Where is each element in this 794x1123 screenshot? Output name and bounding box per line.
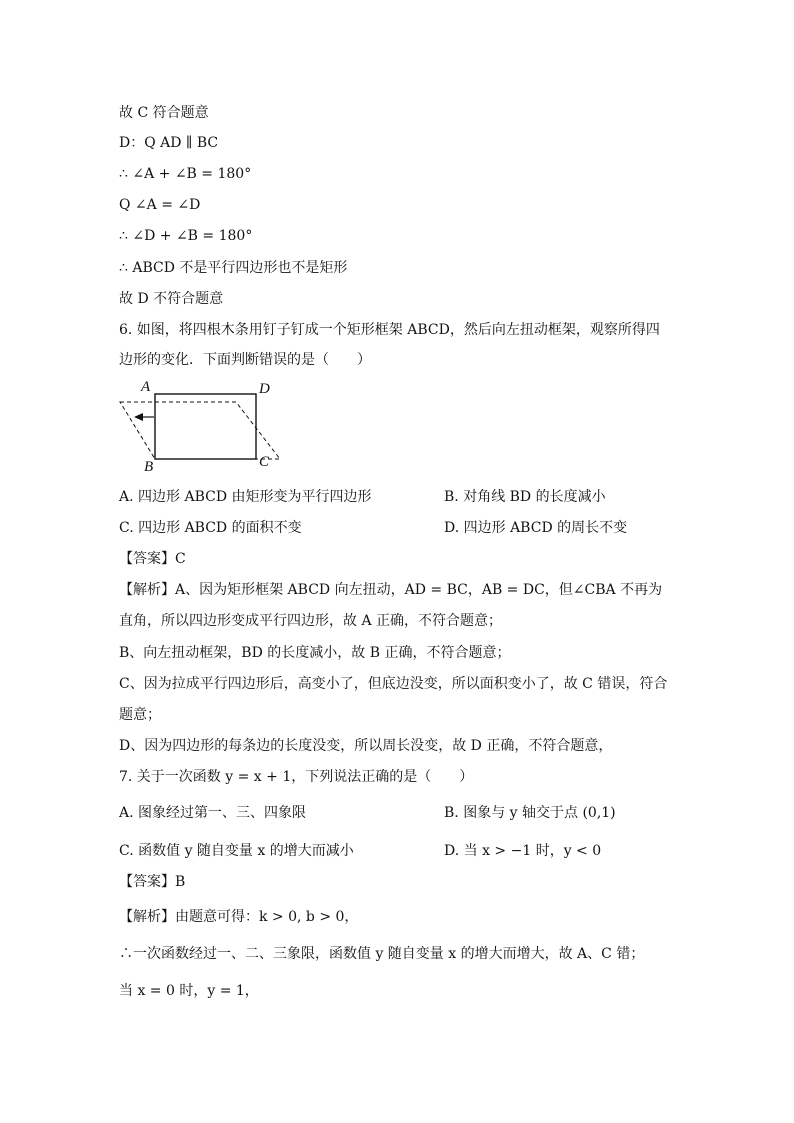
explanation-line: B、向左扭动框架，BD 的长度减小，故 B 正确，不符合题意； bbox=[119, 645, 511, 661]
explanation-line: ∴一次函数经过一、二、三象限，函数值 y 随自变量 x 的增大而增大，故 A、C 错； bbox=[119, 946, 645, 962]
rectangle-parallelogram-figure bbox=[115, 375, 285, 475]
answer-label: 【答案】C bbox=[119, 551, 186, 567]
explanation-line: 【解析】由题意可得：k > 0, b > 0， bbox=[119, 909, 359, 925]
explanation-line: 当 x = 0 时，y = 1， bbox=[119, 983, 259, 999]
text-line: 故 C 符合题意 bbox=[119, 105, 209, 121]
text-line: 故 D 不符合题意 bbox=[119, 291, 224, 307]
option-a: A. 四边形 ABCD 由矩形变为平行四边形 bbox=[119, 489, 372, 505]
answer-label: 【答案】B bbox=[119, 874, 186, 890]
label-a: A bbox=[141, 379, 151, 395]
explanation-line: 直角，所以四边形变成平行四边形，故 A 正确，不符合题意； bbox=[119, 613, 503, 629]
question-7-stem: 7. 关于一次函数 y = x + 1，下列说法正确的是（ ） bbox=[119, 769, 474, 785]
explanation-line: C、因为拉成平行四边形后，高变小了，但底边没变，所以面积变小了，故 C 错误，符合 bbox=[119, 676, 668, 692]
rectangle-abcd bbox=[155, 394, 256, 459]
explanation-line: 【解析】A、因为矩形框架 ABCD 向左扭动，AD = BC，AB = DC，但∠CBA 不再为 bbox=[119, 582, 663, 598]
label-d: D bbox=[259, 381, 270, 397]
text-line: Q ∠A = ∠D bbox=[119, 197, 201, 213]
question-6-stem: 6. 如图，将四根木条用钉子钉成一个矩形框架 ABCD，然后向左扭动框架，观察所得四 bbox=[119, 322, 660, 338]
text-line: ∴ ∠D + ∠B = 180° bbox=[119, 228, 253, 244]
label-b: B bbox=[144, 459, 154, 475]
question-6-stem-cont: 边形的变化．下面判断错误的是（ ） bbox=[119, 352, 371, 368]
option-b: B. 图象与 y 轴交于点 (0,1) bbox=[444, 805, 616, 821]
label-c: C bbox=[259, 454, 270, 470]
text-line: ∴ ∠A + ∠B = 180° bbox=[119, 166, 252, 182]
option-d: D. 四边形 ABCD 的周长不变 bbox=[444, 520, 628, 536]
explanation-line: 题意； bbox=[119, 707, 161, 723]
text-line: ∴ ABCD 不是平行四边形也不是矩形 bbox=[119, 260, 348, 276]
option-a: A. 图象经过第一、三、四象限 bbox=[119, 805, 307, 821]
explanation-line: D、因为四边形的每条边的长度没变，所以周长没变，故 D 正确，不符合题意， bbox=[119, 738, 613, 754]
arrow-left-icon bbox=[134, 413, 143, 421]
option-d: D. 当 x > −1 时，y < 0 bbox=[444, 843, 602, 859]
text-line: D：Q AD ∥ BC bbox=[119, 135, 219, 151]
option-c: C. 四边形 ABCD 的面积不变 bbox=[119, 520, 302, 536]
option-c: C. 函数值 y 随自变量 x 的增大而减小 bbox=[119, 843, 354, 859]
option-b: B. 对角线 BD 的长度减小 bbox=[444, 489, 606, 505]
